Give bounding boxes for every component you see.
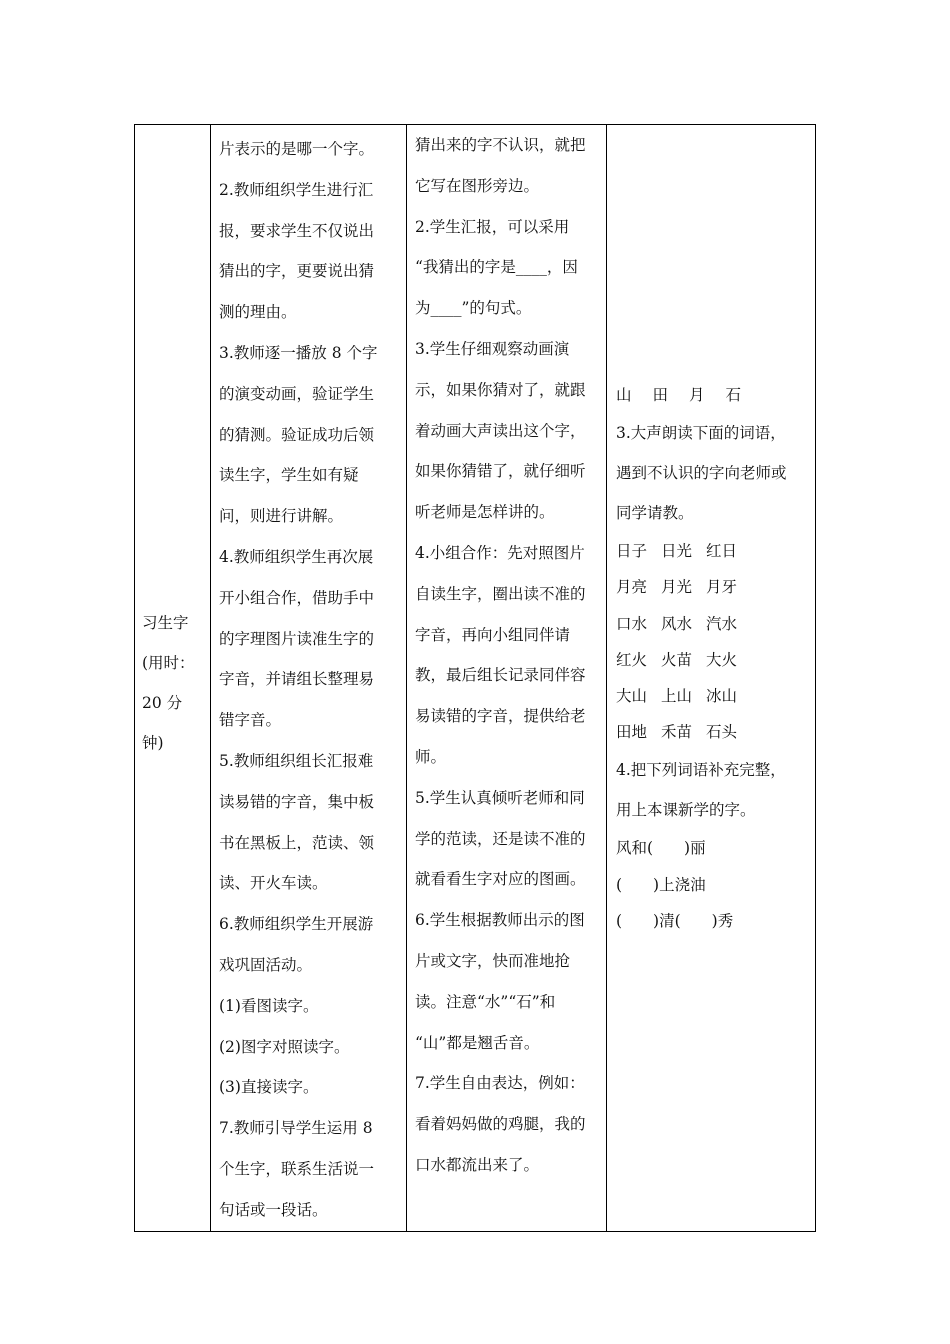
new-characters-row — [616, 377, 811, 413]
text-line: 易读错的字音，提供给老 — [415, 707, 586, 726]
text-line: 师。 — [415, 747, 447, 766]
text-line: 7.教师引导学生运用 8 — [219, 1119, 373, 1138]
text-line: 的猜测。验证成功后领 — [219, 425, 375, 444]
text-line: 2.学生汇报，可以采用 — [415, 217, 570, 236]
word: 石头 — [706, 723, 738, 742]
text-line: 问，则进行讲解。 — [219, 507, 344, 526]
text-line: 读易错的字音，集中板 — [219, 792, 375, 811]
word: 月牙 — [706, 578, 738, 597]
word: 大山 — [616, 687, 648, 706]
word: 火苗 — [661, 650, 693, 669]
word: 日子 — [616, 542, 648, 561]
text-line: (2)图字对照读字。 — [219, 1037, 350, 1056]
stage-label-cell — [135, 125, 211, 1232]
word: 田地 — [616, 723, 648, 742]
text-line: 学的范读，还是读不准的 — [415, 829, 586, 848]
text-line: 错字音。 — [219, 711, 282, 730]
word: 禾苗 — [661, 723, 693, 742]
student-activity-cell — [407, 125, 607, 1232]
stage-label — [135, 593, 210, 763]
text-line: 片或文字，快而准地抢 — [415, 951, 571, 970]
text-line: 6.学生根据教师出示的图 — [415, 911, 585, 930]
text-line: 片表示的是哪一个字。 — [219, 140, 375, 158]
text-line: 戏巩固活动。 — [219, 955, 313, 974]
word: 冰山 — [706, 687, 738, 706]
text-line: 猜出来的字不认识，就把 — [415, 136, 586, 154]
text-line: 5.教师组织组长汇报难 — [219, 751, 374, 770]
text-line: 读、开火车读。 — [219, 874, 328, 893]
word-row — [616, 606, 811, 642]
word: 口水 — [616, 614, 648, 633]
word: 汽水 — [706, 614, 738, 633]
lesson-plan-table — [134, 124, 816, 1232]
text-line: 听老师是怎样讲的。 — [415, 503, 555, 522]
text-line: 口水都流出来了。 — [415, 1155, 540, 1174]
text-line: 4.教师组织学生再次展 — [219, 547, 374, 566]
text-line: 6.教师组织学生开展游 — [219, 915, 374, 934]
stage-label-line: 习生字 — [142, 613, 189, 632]
text-line: 书在黑板上，范读、领 — [219, 833, 375, 852]
new-character: 月 — [689, 386, 705, 404]
text-line: 如果你猜错了，就仔细听 — [415, 462, 586, 481]
stage-label-line: (用时： — [142, 653, 195, 672]
word: 月光 — [661, 578, 693, 597]
text-line: 的字理图片读准生字的 — [219, 629, 375, 648]
text-line: 3.教师逐一播放 8 个字 — [219, 343, 378, 362]
fill-in-item: 风和( )丽 — [616, 839, 706, 858]
text-line: 7.学生自由表达，例如： — [415, 1074, 585, 1093]
text-line: 字音，并请组长整理易 — [219, 670, 375, 689]
word: 红火 — [616, 650, 648, 669]
fill-in-item: ( )清( )秀 — [616, 911, 734, 930]
text-line: 2.教师组织学生进行汇 — [219, 180, 374, 199]
text-line: 5.学生认真倾听老师和同 — [415, 788, 585, 807]
practice-content — [607, 125, 815, 939]
new-character: 石 — [725, 386, 742, 404]
student-activity-text — [407, 125, 606, 1186]
stage-label-line: 20 分 — [142, 693, 183, 712]
text-line: (3)直接读字。 — [219, 1078, 319, 1097]
word-row — [616, 678, 811, 714]
fill-in-list — [616, 830, 811, 939]
text-line: 读。注意“水”“石”和 — [415, 992, 556, 1011]
text-line: 为____”的句式。 — [415, 299, 532, 318]
stage-label-line: 钟) — [142, 733, 164, 752]
practice-cell — [607, 125, 816, 1232]
text-line: 示，如果你猜对了，就跟 — [415, 380, 586, 399]
instruction-line: 4.把下列词语补充完整， — [616, 761, 786, 780]
text-line: (1)看图读字。 — [219, 996, 319, 1015]
text-line: 自读生字，圈出读不准的 — [415, 584, 586, 603]
text-line: 个生字，联系生活说一 — [219, 1159, 375, 1178]
text-line: 3.学生仔细观察动画演 — [415, 339, 570, 358]
text-line: 读生字，学生如有疑 — [219, 466, 359, 485]
fill-in-item: ( )上浇油 — [616, 875, 706, 894]
teacher-activity-text — [211, 125, 406, 1231]
text-line: 就看看生字对应的图画。 — [415, 870, 586, 889]
text-line: 着动画大声读出这个字， — [415, 421, 586, 440]
instruction-line: 同学请教。 — [616, 504, 694, 523]
table-row — [135, 125, 816, 1232]
text-line: 教，最后组长记录同伴容 — [415, 666, 586, 685]
exercise-4-instruction — [616, 750, 811, 830]
text-line: 测的理由。 — [219, 303, 297, 322]
instruction-line: 用上本课新学的字。 — [616, 801, 756, 820]
exercise-3-instruction — [616, 413, 811, 533]
word-row — [616, 642, 811, 678]
word: 月亮 — [616, 578, 648, 597]
word: 红日 — [706, 542, 738, 561]
word-list — [616, 533, 811, 750]
teacher-activity-cell — [211, 125, 407, 1232]
text-line: “我猜出的字是____，因 — [415, 258, 578, 277]
new-character: 田 — [652, 386, 669, 404]
text-line: 猜出的字，更要说出猜 — [219, 262, 375, 281]
text-line: 开小组合作，借助手中 — [219, 588, 375, 607]
new-character: 山 — [616, 386, 632, 404]
text-line: “山”都是翘舌音。 — [415, 1033, 540, 1052]
text-line: 看着妈妈做的鸡腿，我的 — [415, 1115, 586, 1134]
text-line: 的演变动画，验证学生 — [219, 384, 375, 403]
word: 上山 — [661, 687, 693, 706]
word: 大火 — [706, 650, 738, 669]
word: 风水 — [661, 614, 693, 633]
word-row — [616, 714, 811, 750]
text-line: 句话或一段话。 — [219, 1200, 328, 1219]
instruction-line: 遇到不认识的字向老师或 — [616, 464, 787, 483]
text-line: 报，要求学生不仅说出 — [219, 221, 375, 240]
text-line: 它写在图形旁边。 — [415, 176, 540, 195]
word-row — [616, 533, 811, 569]
text-line: 字音，再向小组同伴请 — [415, 625, 571, 644]
instruction-line: 3.大声朗读下面的词语， — [616, 424, 786, 443]
word: 日光 — [661, 542, 693, 561]
text-line: 4.小组合作：先对照图片 — [415, 543, 585, 562]
word-row — [616, 569, 811, 605]
